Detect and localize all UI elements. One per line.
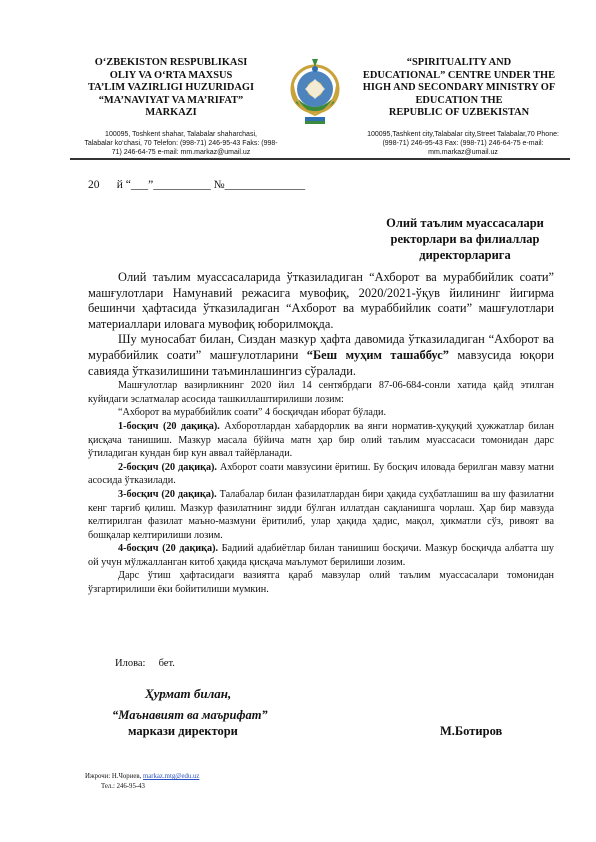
address-line: (998-71) 246-95-43 Fax: (998-71) 246-64-75 e-mail: xyxy=(382,140,544,147)
text-run: Шу муносабат билан, Сиздан мазкур ҳафта давомида ўтказиладиган “Ахборот ва мураббийлик соати” машғулотларини xyxy=(88,332,554,362)
recipient-line: ректорлари ва филиаллар xyxy=(390,232,540,246)
header-right-line: REPUBLIC OF UZBEKISTAN xyxy=(388,107,530,119)
stage-paragraph xyxy=(88,461,554,488)
header-left-line: TA’LIM VAZIRLIGI HUZURIDAGI xyxy=(87,82,255,94)
stage-label: 4-босқич (20 дақиқа). xyxy=(118,543,219,555)
executor-label: Ижрочи: Н.Чориев, xyxy=(85,773,143,780)
header-right-line: EDUCATION THE xyxy=(415,94,503,106)
text-run: мавзусида юқори савияда ўтказилишини таъминлашингиз сўралади. xyxy=(88,347,554,378)
stage-text: Талабалар билан фазилатлардан бири ҳақида суҳбатлашиш ва шу фазилатни кенг тарғиб қилиш. Мазкур фазилатнинг зидди бўлган иллатдан сақланишга чорлаш. Ҳар бир мавзуда келтирилган фазилат маъно-мазмуни ёритилиб, улар ҳақида ҳадис, мақол, ҳикматли сўз, ривоят ва бошқалар келтирилиши лозим. xyxy=(88,488,554,541)
header-right-line: EDUCATIONAL” CENTRE UNDER THE xyxy=(362,69,556,81)
highlight-title: “Беш муҳим ташаббус” xyxy=(306,347,449,362)
closing-regards: Ҳурмат билан, xyxy=(145,686,232,701)
recipient-line: Олий таълим муассасалари xyxy=(386,216,544,230)
reference-line: 20 й “___”__________ №______________ xyxy=(88,179,306,191)
paragraph: “Ахборот ва мураббийлик соати” 4 босқичдан иборат бўлади. xyxy=(118,407,387,419)
signer-title: маркази директори xyxy=(128,724,238,738)
stage-paragraph xyxy=(88,542,554,569)
header-right-org xyxy=(344,57,574,120)
executor-phone: Тел.: 246-95-43 xyxy=(101,783,145,790)
state-emblem-icon xyxy=(287,55,343,127)
header-left-line: “MA’NAVIYAT VA MA’RIFAT” xyxy=(98,94,244,106)
header-left-line: MARKAZI xyxy=(145,107,197,119)
stage-label: 2-босқич (20 дақиқа). xyxy=(118,461,217,473)
stage-paragraph xyxy=(88,420,554,461)
footer-executor xyxy=(85,772,199,792)
letter-body xyxy=(88,270,554,597)
recipient-line: директорларига xyxy=(419,248,511,262)
signer-name: М.Ботиров xyxy=(440,724,503,738)
header-left-line: OLIY VA O‘RTA MAXSUS xyxy=(109,69,233,81)
address-line: Talabalar ko‘chasi, 70 Telefon: (998-71) 246-95-43 Faks: (998- xyxy=(84,140,278,147)
address-line: mm.markaz@umail.uz xyxy=(428,149,498,156)
header-left-org xyxy=(60,57,282,120)
header-right-line: “SPIRITUALITY AND xyxy=(406,57,512,68)
paragraph: Машғулотлар вазирликнинг 2020 йил 14 сентябрдаги 87-06-684-сонли хатида қайд этилган куйидаги эслатмалар асосида ташкиллаштирилиши лозим: xyxy=(88,380,554,405)
address-line: 71) 246-64-75 e-mail: mm.markaz@umail.uz xyxy=(111,149,251,156)
paragraph: Дарс ўтиш ҳафтасидаги вазиятга қараб мавзулар олий таълим муассасалари томонидан ўзгартирилиши ёки бойитилиши мумкин. xyxy=(88,570,554,596)
address-line: 100095,Tashkent city,Talabalar city,Street Talabalar,70 Phone: xyxy=(367,131,559,138)
stage-text: Ахборотлардан хабардорлик ва янги норматив-ҳуқуқий ҳужжатлар билан қисқача танишиш. Мазкур масала бўйича матн ҳар бир олий таълим муассасаси томонидан дарс ўтиладиган кундан бир кун аввал тайёрланади. xyxy=(88,420,555,460)
stage-text: Бадиий адабиётлар билан танишиш босқичи. Мазкур босқичда албатта шу ой учун мўлжалланган китоб ҳақида қисқача маълумот берилиши лозим. xyxy=(88,543,555,568)
attachment-note: Илова: бет. xyxy=(115,658,175,669)
executor-email-link[interactable]: markaz.mtg@edu.uz xyxy=(142,773,200,780)
stage-label: 1-босқич (20 дақиқа). xyxy=(118,420,220,432)
header-divider xyxy=(70,158,570,160)
stage-text: Ахборот соати мавзусини ёритиш. Бу босқич иловада берилган мавзу матни асосида ўтказилади. xyxy=(88,461,555,487)
recipient-block xyxy=(360,215,570,263)
address-right xyxy=(350,130,576,157)
header-left-line: O‘ZBEKISTON RESPUBLIKASI xyxy=(94,57,248,68)
signer-org: “Маънавият ва маърифат” xyxy=(112,708,268,722)
stage-paragraph xyxy=(88,488,554,542)
address-left xyxy=(68,130,294,157)
paragraph: Олий таълим муассасаларида ўтказиладиган “Ахборот ва мураббийлик соати” машғулотлари Намунавий режасига мувофиқ, 2020/2021-ўқув йилининг йигирма бешинчи ҳафтасида ўтказиладиган “Ахборот ва мураббийлик соати” машғулотлари материаллари иловага мувофиқ юборилмоқда. xyxy=(88,270,554,331)
address-line: 100095, Toshkent shahar, Talabalar shaharchasi, xyxy=(105,131,257,138)
stage-label: 3-босқич (20 дақиқа). xyxy=(118,488,217,500)
header-right-line: HIGH AND SECONDARY MINISTRY OF xyxy=(362,82,556,94)
paragraph xyxy=(88,332,554,379)
